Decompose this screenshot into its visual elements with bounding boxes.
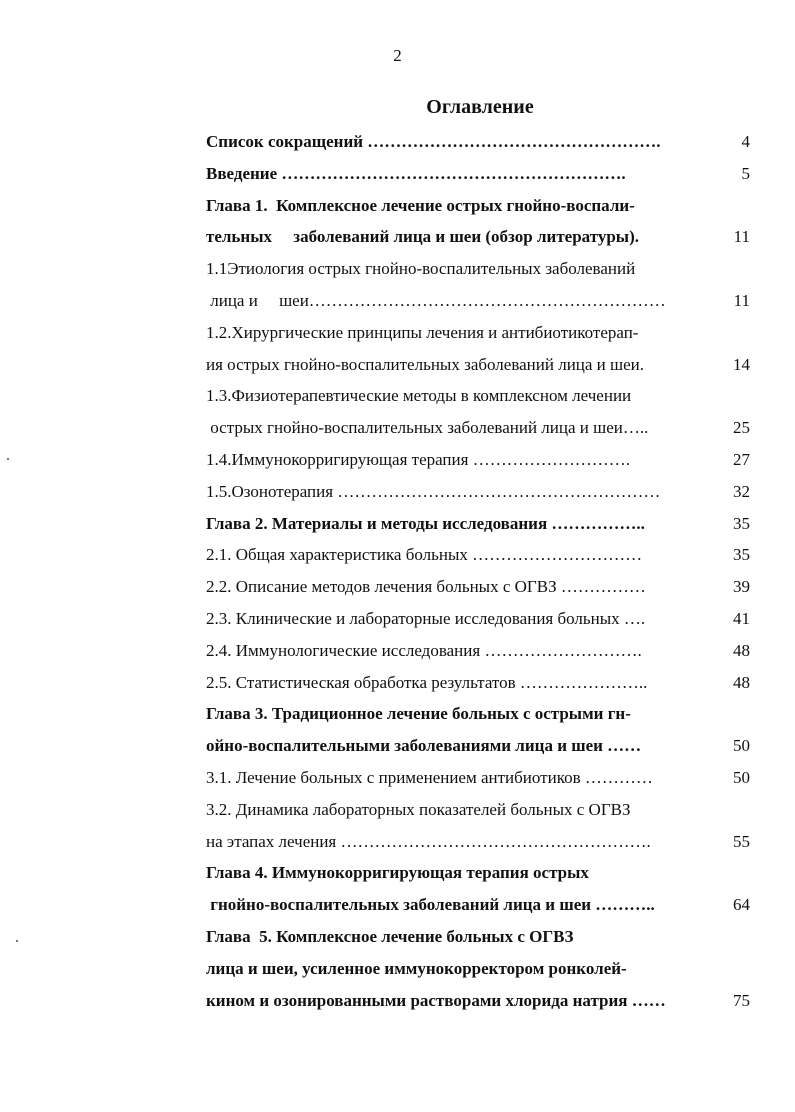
toc-entry-line: Введение ……………………………………………………. [206,163,626,183]
toc-entry-line: тельных заболеваний лица и шеи (обзор литературы). [206,227,639,247]
toc-entry-line: ойно-воспалительными заболеваниями лица и шеи …… [206,736,642,756]
toc-entry-line: на этапах лечения ………………………………………………. [206,831,651,851]
toc-entry-line: 2.5. Статистическая обработка результатов ………………….. [206,672,648,692]
toc-page-number: 64 [733,895,750,915]
toc-page-number: 27 [733,450,750,469]
toc-page-number: 50 [733,768,750,787]
toc-entry-line: 1.4.Иммунокорригирующая терапия ………………………. [206,450,630,469]
toc-entry-line: гнойно-воспалительных заболеваний лица и шеи ……….. [206,895,655,915]
toc-page-number: 11 [733,291,750,310]
toc-page-number: 5 [741,163,750,183]
toc-page-number: 35 [733,545,750,565]
toc-page-number: 48 [733,640,750,660]
toc-entry-line: лица и шеи……………………………………………………… [206,291,666,310]
toc-entry-line: 3.1. Лечение больных с применением антибиотиков ………… [206,768,653,787]
toc-page-number: 14 [733,354,750,374]
scan-artifact [16,940,18,942]
toc-entry-line: 3.2. Динамика лабораторных показателей больных с ОГВЗ [206,799,631,819]
toc-page-number: 39 [733,577,750,597]
toc-page-number: 11 [733,227,750,247]
toc-entry-line: 1.5.Озонотерапия ………………………………………………… [206,481,661,501]
toc-page-number: 35 [733,513,750,533]
toc-entry-line: Глава 2. Материалы и методы исследования …………….. [206,513,645,533]
toc-page-number: 55 [733,831,750,851]
toc-page-number: 41 [733,609,750,628]
toc-entry-line: острых гнойно-воспалительных заболеваний лица и шеи….. [206,418,649,438]
toc-entry-line: Глава 5. Комплексное лечение больных с ОГВЗ [206,927,574,946]
toc-entry-line: 1.1Этиология острых гнойно-воспалительных заболеваний [206,259,636,279]
toc-entry-line: Глава 4. Иммунокорригирующая терапия острых [206,863,589,883]
toc-entry-line: 2.3. Клинические и лабораторные исследования больных …. [206,609,646,628]
page-number: 2 [393,46,402,65]
toc-entry-line: 1.2.Хирургические принципы лечения и антибиотикотерап- [206,322,639,342]
toc-entry-line: 2.2. Описание методов лечения больных с ОГВЗ …………… [206,577,646,597]
toc-page-number: 25 [733,418,750,438]
page-title: Оглавление [426,96,534,118]
toc-page-number: 48 [733,672,750,692]
toc-entry-line: ия острых гнойно-воспалительных заболеваний лица и шеи. [206,354,645,374]
toc-entry-line: кином и озонированными растворами хлорида натрия …… [206,990,666,1010]
toc-page-number: 75 [733,990,750,1010]
toc-entry-line: Список сокращений ……………………………………………. [206,132,661,151]
toc-entry-line: 1.3.Физиотерапевтические методы в комплексном лечении [206,386,632,406]
toc-page-number: 4 [741,132,750,151]
toc-page-number: 50 [733,736,750,756]
toc-entry-line: Глава 1. Комплексное лечение острых гнойно-воспали- [206,195,635,215]
scan-artifact [7,458,9,460]
toc-entry-line: 2.4. Иммунологические исследования ………………………. [206,640,642,660]
toc-entry-line: лица и шеи, усиленное иммунокорректором ронколей- [206,958,627,978]
toc-entry-line: 2.1. Общая характеристика больных ………………………… [206,545,643,565]
toc-page-number: 32 [733,481,750,501]
toc-entry-line: Глава 3. Традиционное лечение больных с острыми гн- [206,704,631,724]
